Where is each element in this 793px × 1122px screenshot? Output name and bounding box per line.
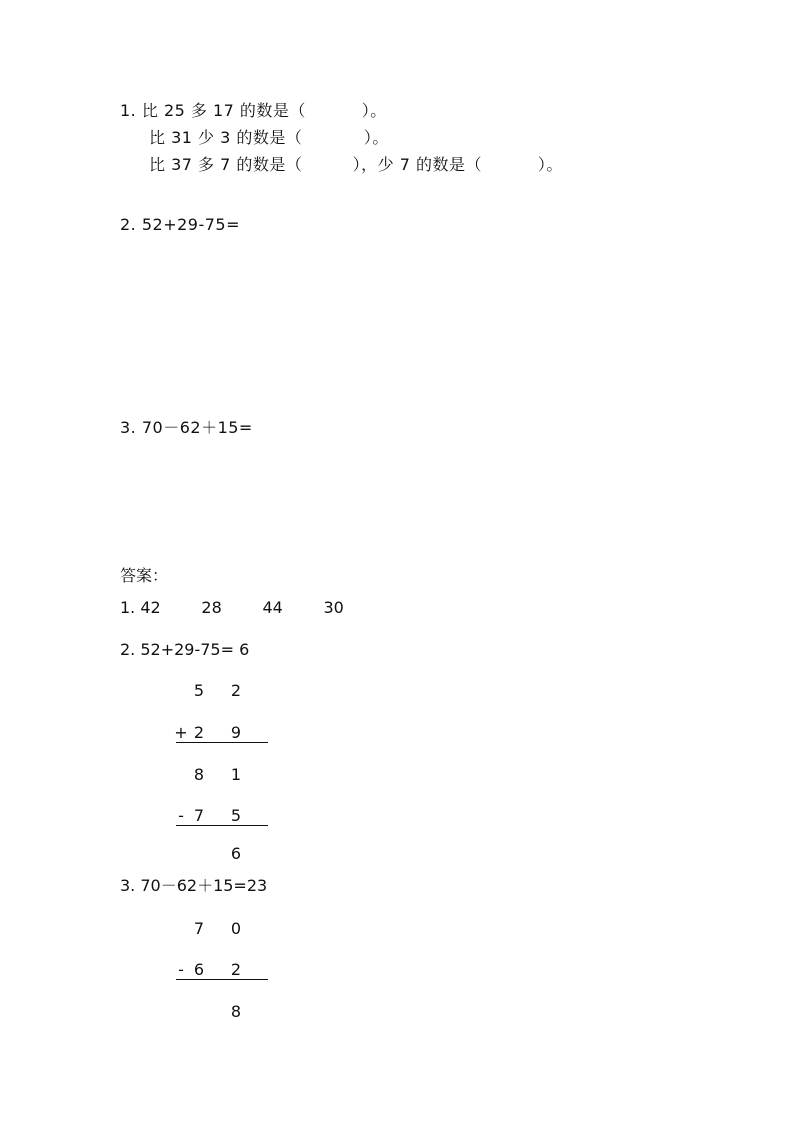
question-1-line-1: 1. 比 25 多 17 的数是（ ）。 [120, 101, 387, 120]
question-1-line-2: 比 31 少 3 的数是（ ）。 [149, 128, 389, 147]
calc-operator: - [178, 806, 184, 825]
question-3: 3. 70－62＋15= [120, 418, 253, 437]
answer-2: 2. 52+29-75= 6 [120, 640, 250, 659]
calc-line [176, 742, 268, 743]
calc-result: 8 [230, 1002, 242, 1021]
calc-digit: 5 [230, 806, 242, 825]
calc-line [176, 979, 268, 980]
answer-1: 1. 42 28 44 30 [120, 598, 344, 617]
answer-3: 3. 70－62＋15=23 [120, 876, 268, 895]
calc-digit: 1 [230, 765, 242, 784]
calc-digit: 9 [230, 723, 242, 742]
calc-digit: 7 [193, 806, 205, 825]
calc-line [176, 825, 268, 826]
answers-heading: 答案： [120, 566, 169, 585]
calc-digit: 7 [193, 919, 205, 938]
calc-digit: 8 [193, 765, 205, 784]
calc-digit: 5 [193, 681, 205, 700]
calc-digit: 2 [193, 723, 205, 742]
question-1-line-3: 比 37 多 7 的数是（ ），少 7 的数是（ ）。 [149, 155, 563, 174]
calc-digit: 2 [230, 681, 242, 700]
calc-digit: 6 [193, 960, 205, 979]
calc-digit: 0 [230, 919, 242, 938]
calc-operator: - [178, 960, 184, 979]
question-2: 2. 52+29-75= [120, 215, 241, 234]
calc-result: 6 [230, 844, 242, 863]
calc-operator: + [174, 723, 188, 742]
calc-digit: 2 [230, 960, 242, 979]
